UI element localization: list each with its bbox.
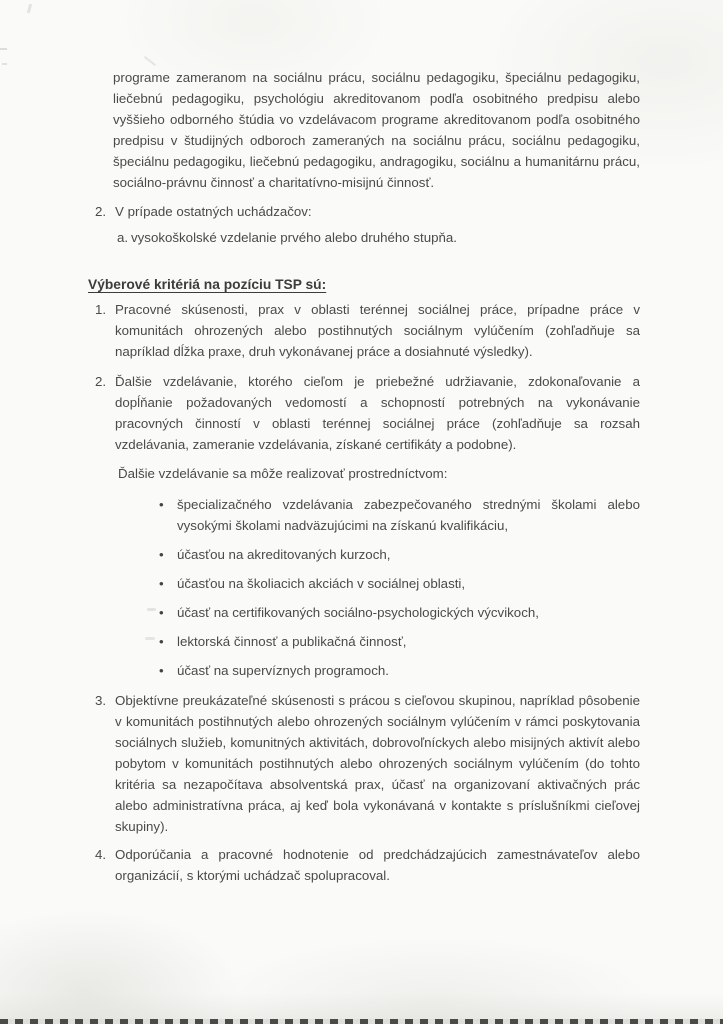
bullet-dot-icon: •: [159, 497, 164, 512]
bullet-dot-icon: •: [159, 576, 164, 591]
bullet-text: účasť na supervíznych programoch.: [177, 663, 389, 678]
bullet-text: špecializačného vzdelávania zabezpečovaného strednými školami alebo vysokými školami nadväzujúcimi na získanú kvalifikáciu,: [177, 497, 640, 533]
list-item-other-applicants: [95, 201, 640, 222]
criterion-item-1: [95, 299, 640, 362]
sub-item-a: [117, 227, 640, 248]
bullet-dot-icon: •: [159, 547, 164, 562]
bullet-item: [159, 573, 640, 594]
criterion-text: Ďalšie vzdelávanie, ktorého cieľom je priebežné udržiavanie, zdokonaľovanie a dopĺňanie požadovaných vedomostí a schopností potrebných na vykonávanie pracovných činností v oblasti terénnej sociálnej práce (zohľadňuje sa rozsah vzdelávania, zameranie vzdelávania, získané certifikáty a podobne).: [115, 374, 640, 452]
bullet-item: [159, 544, 640, 565]
intro-paragraph: programe zameranom na sociálnu prácu, sociálnu pedagogiku, špeciálnu pedagogiku, liečebnú pedagogiku, psychológiu akreditovanom podľa osobitného predpisu alebo vyššieho odborného štúdia vo vzdelávacom programe akreditovanom podľa osobitného predpisu v študijných odboroch zameraných na sociálnu prácu, sociálnu pedagogiku, špeciálnu pedagogiku, liečebnú pedagogiku, andragogiku, sociálnu a humanitárnu prácu, sociálno-právnu činnosť a charitatívno-misijnú činnosť.: [113, 70, 640, 190]
list-number: 3.: [95, 693, 107, 708]
criterion-item-4: [95, 844, 640, 886]
bullet-dot-icon: •: [159, 605, 164, 620]
bullet-item: [159, 602, 640, 623]
bullet-text: účasťou na školiacich akciách v sociálnej oblasti,: [177, 576, 466, 591]
bullet-dot-icon: •: [159, 663, 164, 678]
criterion-text: Pracovné skúsenosti, prax v oblasti terénnej sociálnej práce, prípadne práce v komunitách ohrozených alebo postihnutých sociálnym vylúčením (zohľadňuje sa napríklad dĺžka praxe, druh vykonávanej práce a dosiahnuté výsledky).: [115, 302, 640, 359]
criterion-subparagraph: Ďalšie vzdelávanie sa môže realizovať prostredníctvom:: [118, 466, 448, 481]
scan-bottom-shadow: [0, 993, 723, 1019]
list-number: 2.: [95, 374, 107, 389]
criterion-text: Objektívne preukázateľné skúsenosti s prácou s cieľovou skupinou, napríklad pôsobenie v komunitách postihnutých alebo ohrozených sociálnym vylúčením v rámci poskytovania sociálnych služieb, komunitných aktivitách, dobrovoľníckych alebo misijných aktivít alebo pobytom v komunitách postihnutých alebo ohrozených sociálnym vylúčením (do tohto kritéria sa nezapočítava absolventská prax, účasť na organizovaní aktivačných prác alebo administratívna práca, aj keď bola vykonávaná v kontakte s príslušníkmi cieľovej skupiny).: [115, 693, 640, 834]
sub-item-text: vysokoškolské vzdelanie prvého alebo druhého stupňa.: [131, 230, 457, 245]
criterion-item-3: [95, 690, 640, 837]
bullet-list: [159, 494, 640, 681]
criterion-text: Odporúčania a pracovné hodnotenie od predchádzajúcich zamestnávateľov alebo organizácií, s ktorými uchádzač spolupracoval.: [115, 847, 640, 883]
list-number: 1.: [95, 302, 107, 317]
list-number: 2.: [95, 204, 107, 219]
bullet-dot-icon: •: [159, 634, 164, 649]
bullet-item: [159, 631, 640, 652]
section-heading: [88, 274, 640, 295]
bullet-text: účasťou na akreditovaných kurzoch,: [177, 547, 391, 562]
criterion-body: [115, 371, 640, 681]
page-bottom-edge: [0, 1019, 723, 1024]
sub-item-marker: a.: [117, 230, 129, 245]
list-item-text: V prípade ostatných uchádzačov:: [115, 204, 312, 219]
section-heading-text: Výberové kritériá na pozíciu TSP sú:: [88, 277, 327, 292]
criterion-item-2: [95, 371, 640, 681]
bullet-text: účasť na certifikovaných sociálno-psychologických výcvikoch,: [177, 605, 539, 620]
bullet-item: [159, 660, 640, 681]
bullet-text: lektorská činnosť a publikačná činnosť,: [177, 634, 407, 649]
list-number: 4.: [95, 847, 107, 862]
bullet-item: [159, 494, 640, 536]
